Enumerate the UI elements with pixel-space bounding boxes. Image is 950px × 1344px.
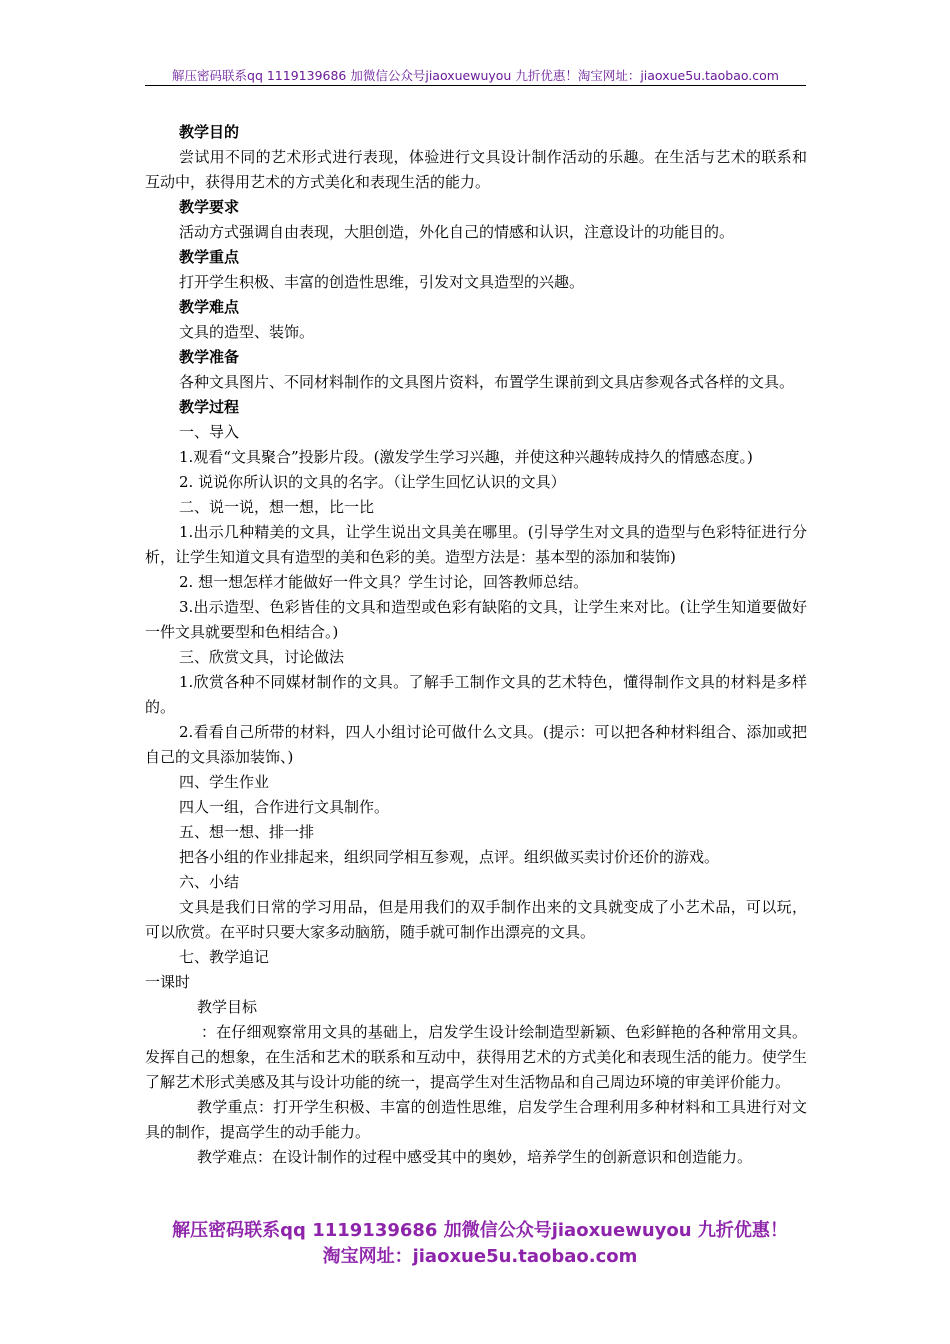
process-step-4-item-1: 四人一组，合作进行文具制作。 xyxy=(179,798,390,816)
key-point-heading: 教学重点 xyxy=(179,248,240,266)
header-divider xyxy=(145,85,806,86)
process-step-2-item-2: 2. 想一想怎样才能做好一件文具？学生讨论，回答教师总结。 xyxy=(179,573,589,591)
requirement-heading: 教学要求 xyxy=(179,198,240,216)
goal-heading: 教学目标 xyxy=(197,998,258,1016)
process-step-1-item-2: 2. 说说你所认识的文具的名字。（让学生回忆认识的文具） xyxy=(179,473,566,491)
key-point-text: 打开学生积极、丰富的创造性思维，引发对文具造型的兴趣。 xyxy=(179,273,585,291)
process-step-6: 六、小结 xyxy=(179,873,240,891)
document-body xyxy=(145,120,807,1170)
preparation-heading: 教学准备 xyxy=(179,348,240,366)
second-difficulty-text: 教学难点：在设计制作的过程中感受其中的奥妙，培养学生的创新意识和创造能力。 xyxy=(197,1148,753,1166)
preparation-text: 各种文具图片、不同材料制作的文具图片资料，布置学生课前到文具店参观各式各样的文具。 xyxy=(179,373,795,391)
process-step-2: 二、说一说，想一想，比一比 xyxy=(179,498,375,516)
goal-text: ：在仔细观察常用文具的基础上，启发学生设计绘制造型新颖、色彩鲜艳的各种常用文具。发挥自己的想象，在生活和艺术的联系和互动中，获得用艺术的方式美化和表现生活的能力。使学生了解艺术形式美感及其与设计功能的统一，提高学生对生活物品和自己周边环境的审美评价能力。 xyxy=(145,1023,807,1091)
second-key-point-text: 教学重点：打开学生积极、丰富的创造性思维，启发学生合理利用多种材料和工具进行对文具的制作，提高学生的动手能力。 xyxy=(145,1098,807,1141)
process-step-5-item-1: 把各小组的作业排起来，组织同学相互参观，点评。组织做买卖讨价还价的游戏。 xyxy=(179,848,720,866)
process-step-5: 五、想一想、排一排 xyxy=(179,823,315,841)
requirement-text: 活动方式强调自由表现，大胆创造，外化自己的情感和认识，注意设计的功能目的。 xyxy=(179,223,735,241)
footer-line-1: 解压密码联系qq 1119139686 加微信公众号jiaoxuewuyou 九折优惠！ xyxy=(172,1220,788,1241)
purpose-text: 尝试用不同的艺术形式进行表现，体验进行文具设计制作活动的乐趣。在生活与艺术的联系和互动中，获得用艺术的方式美化和表现生活的能力。 xyxy=(145,148,807,191)
process-step-2-item-1: 1.出示几种精美的文具，让学生说出文具美在哪里。(引导学生对文具的造型与色彩特征进行分析，让学生知道文具有造型的美和色彩的美。造型方法是：基本型的添加和装饰) xyxy=(145,523,807,566)
process-step-3-item-1: 1.欣赏各种不同媒材制作的文具。了解手工制作文具的艺术特色，懂得制作文具的材料是多样的。 xyxy=(145,673,807,716)
process-step-4: 四、学生作业 xyxy=(179,773,270,791)
process-step-1-item-1: 1.观看“文具聚合”投影片段。(激发学生学习兴趣，并使这种兴趣转成持久的情感态度。) xyxy=(179,448,753,466)
page-footer-ad xyxy=(130,1218,830,1270)
process-step-3-item-2: 2.看看自己所带的材料，四人小组讨论可做什么文具。(提示：可以把各种材料组合、添加或把自己的文具添加装饰、) xyxy=(145,723,807,766)
process-step-7: 七、教学追记 xyxy=(179,948,270,966)
lesson-count: 一课时 xyxy=(145,973,191,991)
process-step-2-item-3: 3.出示造型、色彩皆佳的文具和造型或色彩有缺陷的文具，让学生来对比。(让学生知道要做好一件文具就要型和色相结合。) xyxy=(145,598,807,641)
process-step-3: 三、欣赏文具，讨论做法 xyxy=(179,648,345,666)
difficulty-heading: 教学难点 xyxy=(179,298,240,316)
process-step-1: 一、导入 xyxy=(179,423,240,441)
difficulty-text: 文具的造型、装饰。 xyxy=(179,323,315,341)
footer-line-2: 淘宝网址：jiaoxue5u.taobao.com xyxy=(322,1246,638,1267)
process-step-6-item-1: 文具是我们日常的学习用品，但是用我们的双手制作出来的文具就变成了小艺术品，可以玩，可以欣赏。在平时只要大家多动脑筋，随手就可制作出漂亮的文具。 xyxy=(145,898,807,941)
purpose-heading: 教学目的 xyxy=(179,123,240,141)
process-heading: 教学过程 xyxy=(179,398,240,416)
page-header-ad: 解压密码联系qq 1119139686 加微信公众号jiaoxuewuyou 九折优惠！淘宝网址：jiaoxue5u.taobao.com xyxy=(172,68,779,83)
